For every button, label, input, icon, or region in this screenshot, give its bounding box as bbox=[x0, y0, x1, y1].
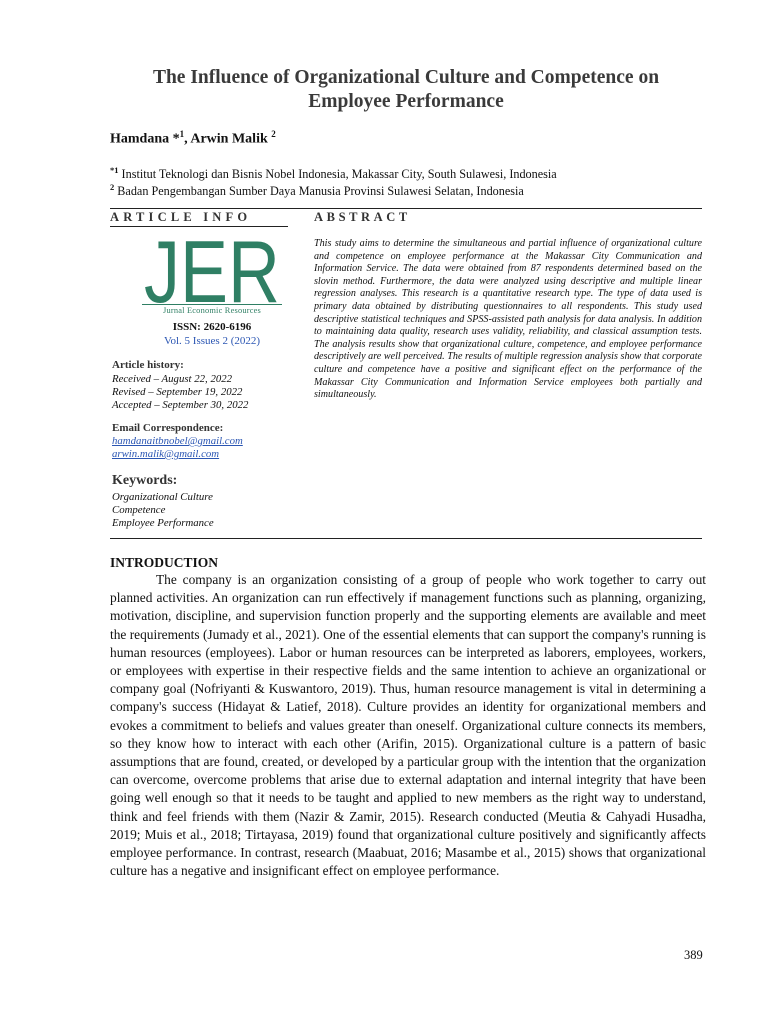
introduction-heading: INTRODUCTION bbox=[110, 555, 219, 570]
email-link-1[interactable]: hamdanaitbnobel@gmail.com bbox=[112, 435, 243, 447]
article-info-heading: ARTICLE INFO bbox=[110, 210, 252, 224]
affiliation-2 bbox=[110, 179, 524, 199]
affiliation-2-mark: 2 bbox=[110, 182, 115, 192]
abstract-text: This study aims to determine the simultaneous and partial influence of organizational culture and competence on employee performance at the Makassar City Communication and Information Service. The data were obtained from 87 respondents determined based on the slovin method. Furthermore, the data were analyzed using descriptive and multiple linear regression analyses. This research is a quantitative research type. The type of data used is primary data obtained by distributing questionnaires to all respondents. This study used descriptive statistical techniques and SPSS-assisted path analysis for data analysis. In addition to maintaining data quality, research uses validity, reliability, and classical assumption tests. The analysis results show that organizational culture, competence, and employee performance descriptively are well perceived. The results of multiple regression analysis show that corporate culture and competence have a positive and significant effect on the performance of the Makassar City Communication and Information Service employees both partially and simultaneously. bbox=[314, 238, 702, 401]
page-number: 389 bbox=[684, 948, 703, 962]
keyword-3: Employee Performance bbox=[112, 517, 214, 529]
abstract-heading: ABSTRACT bbox=[314, 210, 411, 224]
affiliation-2-text: Badan Pengembangan Sumber Daya Manusia Provinsi Sulawesi Selatan, Indonesia bbox=[114, 184, 524, 199]
volume-issue: Vol. 5 Issues 2 (2022) bbox=[163, 335, 261, 347]
author-list bbox=[110, 129, 276, 148]
bottom-divider bbox=[110, 538, 702, 539]
author-separator: , bbox=[184, 131, 191, 147]
author-2-mark: 2 bbox=[271, 129, 276, 139]
article-info-divider bbox=[110, 226, 288, 227]
author-1: Hamdana * bbox=[110, 131, 180, 147]
issn: ISSN: 2620-6196 bbox=[172, 321, 252, 333]
affiliation-1-text: Institut Teknologi dan Bisnis Nobel Indonesia, Makassar City, South Sulawesi, Indonesia bbox=[118, 167, 557, 182]
keyword-2: Competence bbox=[112, 504, 166, 516]
author-1-mark: 1 bbox=[179, 129, 185, 139]
journal-logo-caption: Jurnal Economic Resources bbox=[142, 304, 282, 315]
history-revised: Revised – September 19, 2022 bbox=[112, 386, 243, 398]
introduction-paragraph: The company is an organization consisting of a group of people who work together to carry out planned activities. An organization can run effectively if management functions such as planning, organizing, motivation, discipline, and supervision function properly and the supporting elements are available and meet the requirements (Jumady et al., 2021). One of the essential elements that can support the company's running is human resources (employees). Labor or human resources can be interpreted as laborers, employees, workers, or employees with expertise in their respective fields and the same intention to achieve an organizational or company goal (Nofriyanti & Kuswantoro, 2019). Thus, human resource management is vital in determining a company's success (Hidayat & Latief, 2018). Culture provides an identity for organizational members and evokes a commitment to beliefs and values greater than oneself. Organizational culture connects its members, so they know how to interact with each other (Arifin, 2015). Organizational culture is a pattern of basic assumptions that are found, created, or developed by a particular group with the intention that the organization can overcome, overcome problems that arise due to external adaptation and internal integrity that have been going well enough so that it needs to be taught and applied to new members as the right way to understand, think and feel friends with them (Nazir & Zamir, 2015). Research conducted (Meutia & Cahyadi Husadha, 2019; Muis et al., 2018; Tirtayasa, 2019) found that organizational culture positively and significantly affects employee performance. In contrast, research (Maabuat, 2016; Masambe et al., 2015) shows that organizational culture has a negative and insignificant effect on employee performance. bbox=[110, 572, 706, 879]
paper-title: The Influence of Organizational Culture and Competence on Employee Performance bbox=[152, 67, 660, 112]
email-correspondence-label: Email Correspondence: bbox=[112, 422, 224, 434]
keyword-1: Organizational Culture bbox=[112, 491, 213, 503]
article-history-label: Article history: bbox=[112, 359, 184, 371]
email-link-2[interactable]: arwin.malik@gmail.com bbox=[112, 448, 220, 460]
article-info-column bbox=[110, 208, 292, 529]
affiliation-1-mark: *1 bbox=[110, 165, 119, 175]
author-2: Arwin Malik bbox=[190, 131, 272, 147]
keywords-label: Keywords: bbox=[112, 473, 178, 488]
history-accepted: Accepted – September 30, 2022 bbox=[112, 399, 249, 411]
history-received: Received – August 22, 2022 bbox=[112, 373, 233, 385]
abstract-column bbox=[314, 208, 702, 401]
journal-logo-letters: JER bbox=[144, 232, 280, 321]
